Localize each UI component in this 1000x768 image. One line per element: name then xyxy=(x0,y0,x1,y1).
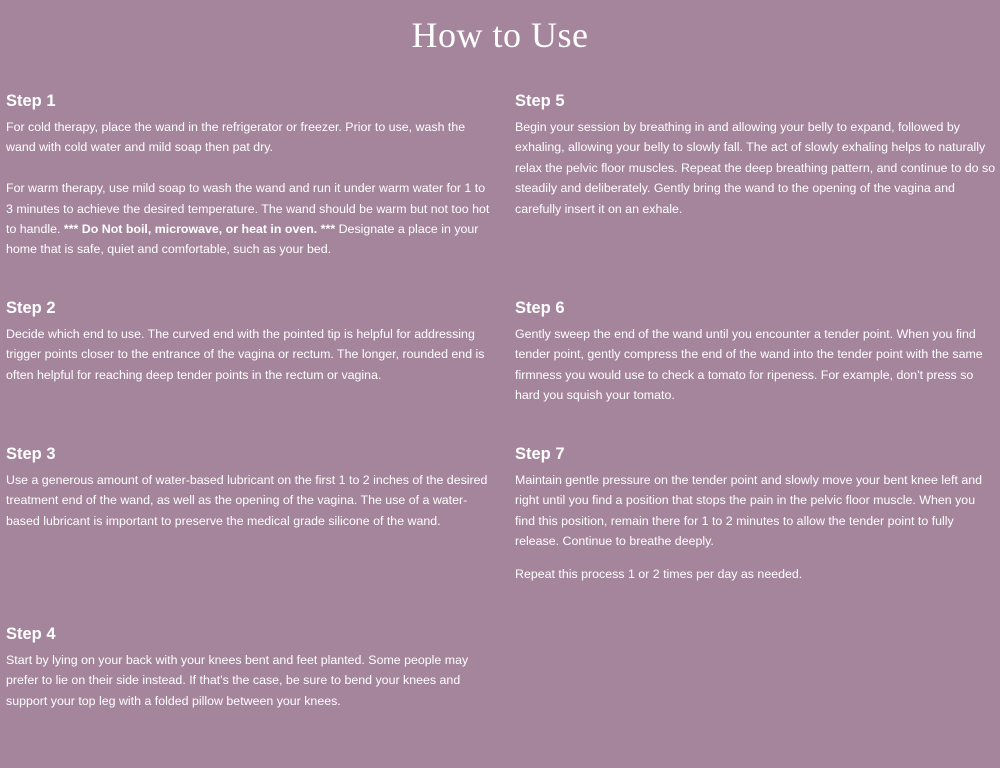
step-text: Use a generous amount of water-based lubricant on the first 1 to 2 inches of the desired treatment end of the wand, as well as the opening of the vagina. The use of a water-based lubricant is important to preserve the medical grade silicone of the wand. xyxy=(6,473,488,528)
step-text-part: For warm therapy, use mild soap to wash the wand and run it under warm water for 1 to 3 minutes to achieve the desired temperature. The wand should be warm but not too hot to handle. xyxy=(6,181,490,237)
step-text: Begin your session by breathing in and allowing your belly to expand, followed by exhaling, allowing your belly to slowly fall. The act of slowly exhaling helps to naturally relax the pelvic floor muscles. Repeat the deep breathing pattern, and continue to do so steadily and deliberately. Gently bring the wand to the opening of the vagina and carefully insert it on an exhale. xyxy=(515,120,996,216)
step-text: Decide which end to use. The curved end with the pointed tip is helpful for addressing trigger points closer to the entrance of the vagina or rectum. The longer, rounded end is often helpful for reaching deep tender points in the rectum or vagina. xyxy=(6,327,485,382)
step-5 xyxy=(515,91,997,219)
step-text-part: Designate a place in your home that is safe, quiet and comfortable, such as your bed. xyxy=(6,222,479,257)
step-title: Step 6 xyxy=(515,299,565,317)
step-4 xyxy=(6,624,494,711)
step-text: Gently sweep the end of the wand until you encounter a tender point. When you find tender point, gently compress the end of the wand into the tender point with the same firmness you would use to check a tomato for ripeness. For example, don't press so hard you squish your tomato. xyxy=(515,327,983,403)
step-title: Step 2 xyxy=(6,299,56,317)
step-text: For cold therapy, place the wand in the refrigerator or freezer. Prior to use, wash the wand with cold water and mild soap then pat dry. xyxy=(6,120,466,155)
step-6 xyxy=(515,298,997,406)
warning-text: *** Do Not boil, microwave, or heat in oven. *** xyxy=(63,222,336,237)
step-title: Step 7 xyxy=(515,445,565,463)
step-7 xyxy=(515,444,997,584)
step-text: Start by lying on your back with your knees bent and feet planted. Some people may prefer to lie on their side instead. If that's the case, be sure to bend your knees and support your top leg with a folded pillow between your knees. xyxy=(6,653,469,708)
step-title: Step 3 xyxy=(6,445,56,463)
step-title: Step 1 xyxy=(6,92,56,110)
step-title: Step 4 xyxy=(6,625,56,643)
step-1 xyxy=(6,91,494,260)
step-note: Repeat this process 1 or 2 times per day as needed. xyxy=(515,566,803,581)
step-text-warm-therapy xyxy=(6,178,494,260)
step-3 xyxy=(6,444,494,531)
step-2 xyxy=(6,298,494,385)
step-text: Maintain gentle pressure on the tender point and slowly move your bent knee left and right until you find a position that stops the pain in the pelvic floor muscle. When you find this position, remain there for 1 to 2 minutes to allow the tender point to fully release. Continue to breathe deeply. xyxy=(515,473,983,549)
step-title: Step 5 xyxy=(515,92,565,110)
page-title: How to Use xyxy=(411,15,589,55)
